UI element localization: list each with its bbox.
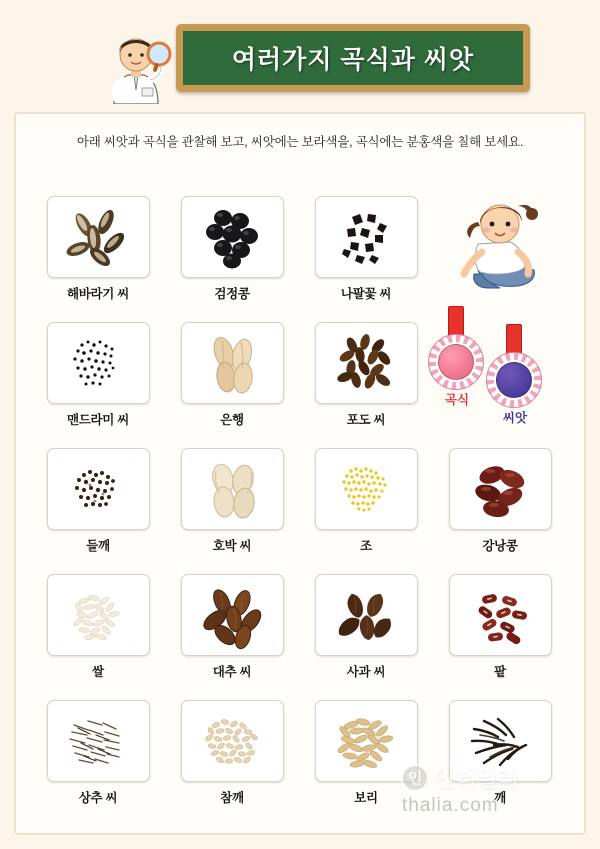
page-header: [0, 0, 600, 108]
cell-label: 들깨: [86, 539, 110, 553]
grid-cell[interactable]: [310, 448, 422, 565]
kidney-beans-photo: [449, 448, 552, 530]
cell-label: 팥: [494, 665, 506, 679]
cell-label: 포도 씨: [346, 413, 386, 427]
cell-label: 쌀: [92, 665, 104, 679]
cell-label: 은행: [220, 413, 244, 427]
grid-cell[interactable]: [310, 322, 422, 439]
page-title: 여러가지 곡식과 씨앗: [231, 46, 475, 74]
watermark: [400, 762, 580, 832]
grape-seeds-photo: [315, 322, 418, 404]
cell-label: 강낭콩: [482, 539, 518, 553]
black-beans-photo: [181, 196, 284, 278]
cockscomb-seeds-photo: [47, 322, 150, 404]
purple-medal-icon: [484, 324, 546, 425]
grid-cell[interactable]: [444, 574, 556, 691]
grid-cell[interactable]: [42, 196, 154, 313]
scientist-with-magnifier-icon: [92, 28, 178, 104]
cell-label: 사과 씨: [346, 665, 386, 679]
legend-label-grain: 곡식: [444, 393, 470, 407]
grid-cell[interactable]: [176, 196, 288, 313]
cell-label: 나팔꽃 씨: [340, 287, 392, 301]
grid-cell[interactable]: [444, 448, 556, 565]
cell-label: 조: [360, 539, 372, 553]
legend-label-seed: 씨앗: [502, 411, 528, 425]
foxtail-millet-photo: [315, 448, 418, 530]
red-beans-photo: [449, 574, 552, 656]
watermark-domain: thalia.com: [402, 795, 499, 816]
title-board: [176, 24, 530, 92]
medal-disc-pink: [438, 344, 474, 380]
ginkgo-nuts-photo: [181, 322, 284, 404]
grid-cell[interactable]: [42, 700, 154, 817]
cell-label: 호박 씨: [212, 539, 252, 553]
perilla-seeds-photo: [47, 448, 150, 530]
rice-photo: [47, 574, 150, 656]
morning-glory-seeds-photo: [315, 196, 418, 278]
cell-label: 맨드라미 씨: [66, 413, 130, 427]
cell-label: 보리: [354, 791, 378, 805]
apple-seeds-photo: [315, 574, 418, 656]
sesame-seeds-photo: [181, 700, 284, 782]
grid-cell[interactable]: [42, 574, 154, 691]
lettuce-seeds-photo: [47, 700, 150, 782]
grid-cell[interactable]: [310, 196, 422, 313]
jujube-seeds-photo: [181, 574, 284, 656]
grid-cell[interactable]: [42, 322, 154, 439]
pink-medal-icon: [426, 306, 488, 407]
cell-label: 대추 씨: [212, 665, 252, 679]
medal-disc-purple: [496, 362, 532, 398]
sunflower-seeds-photo: [47, 196, 150, 278]
legend-area: [422, 196, 572, 436]
grid-cell[interactable]: [176, 448, 288, 565]
grid-cell[interactable]: [176, 700, 288, 817]
girl-coloring-icon: [434, 196, 564, 300]
cell-label: 참깨: [220, 791, 244, 805]
cell-label: 상추 씨: [78, 791, 118, 805]
watermark-brand: 인터일러: [434, 766, 520, 791]
cell-label: 깨: [494, 791, 506, 805]
pumpkin-seeds-photo: [181, 448, 284, 530]
grid-cell[interactable]: [310, 574, 422, 691]
grid-cell[interactable]: [176, 322, 288, 439]
grid-cell[interactable]: [42, 448, 154, 565]
grid-cell[interactable]: [176, 574, 288, 691]
cell-label: 해바라기 씨: [66, 287, 130, 301]
cell-label: 검정콩: [214, 287, 250, 301]
watermark-logo-icon: 인: [400, 763, 430, 793]
instructions-text: 아래 씨앗과 곡식을 관찰해 보고, 씨앗에는 보라색을, 곡식에는 분홍색을 칠해 보세요.: [76, 135, 524, 149]
